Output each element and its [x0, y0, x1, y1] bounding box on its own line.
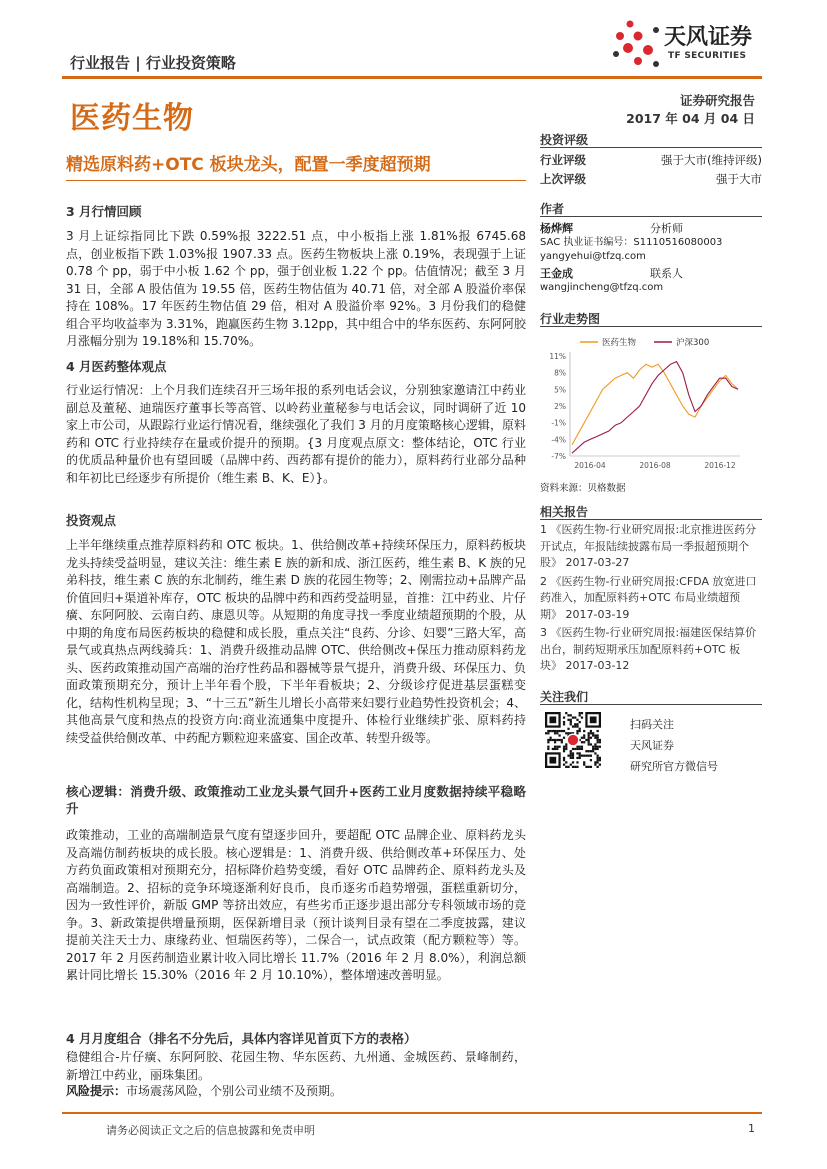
author1-name: 杨烨辉 [540, 222, 573, 235]
risk-body: 市场震荡风险，个别公司业绩不及预期。 [126, 1084, 343, 1098]
trend-heading: 行业走势图 [540, 312, 601, 326]
series-line-csi300 [572, 362, 738, 454]
author2-email[interactable]: wangjincheng@tfzq.com [540, 282, 664, 293]
rating-row-previous [540, 169, 762, 189]
follow-rule [540, 704, 762, 705]
follow-text-2: 天风证券 [630, 739, 674, 752]
rating-key-previous: 上次评级 [540, 172, 586, 186]
author-rule [540, 216, 762, 217]
section-heading-review: 3 月行情回顾 [66, 204, 142, 219]
related-report-title: 3 《医药生物-行业研究周报:福建医保结算价出台，制药短期承压加配原料药+OTC 板块》 [540, 626, 757, 672]
y-tick-label: -4% [551, 435, 566, 445]
section-heading-core-logic: 核心逻辑：消费升级、政策推动工业龙头景气回升+医药工业月度数据持续平稳略升 [66, 784, 526, 816]
related-list [540, 522, 762, 677]
page-title: 精选原料药+OTC 板块龙头，配置一季度超预期 [66, 155, 431, 175]
section-heading-portfolio: 4 月月度组合（排名不分先后，具体内容详见首页下方的表格） [66, 1031, 417, 1046]
y-tick-label: 2% [554, 402, 566, 411]
footer-disclaimer[interactable]: 请务必阅读正文之后的信息披露和免责申明 [106, 1124, 315, 1137]
y-tick-label: 5% [554, 385, 566, 395]
rating-rule [540, 147, 762, 148]
x-tick-label: 2016-04 [574, 461, 606, 470]
page-number: 1 [748, 1122, 755, 1135]
logo-dots [613, 21, 659, 68]
author1-row [540, 222, 762, 236]
qr-code-icon[interactable] [545, 712, 601, 768]
author2-row [540, 267, 762, 281]
trend-chart [540, 332, 762, 472]
author2-role: 联系人 [650, 267, 683, 280]
related-rule [540, 519, 762, 520]
follow-text-3: 研究所官方微信号 [630, 760, 718, 773]
related-report-date: 2017-03-12 [565, 659, 630, 672]
x-tick-label: 2016-08 [639, 461, 671, 470]
related-report-date: 2017-03-19 [565, 607, 630, 621]
related-report-item[interactable] [540, 625, 762, 675]
author1-cert: SAC 执业证书编号：S1110516080003 [540, 237, 723, 248]
follow-heading: 关注我们 [540, 690, 589, 704]
footer-rule [62, 1112, 762, 1114]
author2-name: 王金成 [540, 267, 573, 280]
related-report-date: 2017-03-27 [565, 556, 630, 569]
report-tag: 行业报告 | 行业投资策略 [70, 54, 236, 72]
rating-value-previous: 强于大市 [716, 172, 762, 186]
related-report-title: 2 《医药生物-行业研究周报:CFDA 放宽进口药准入，加配原料药+OTC 布局业绩超预期》 [540, 574, 757, 621]
section-heading-investment: 投资观点 [66, 513, 117, 528]
related-report-item[interactable] [540, 574, 762, 624]
report-type: 证券研究报告 [679, 93, 755, 108]
related-report-item[interactable] [540, 522, 762, 572]
y-tick-label: 11% [549, 352, 566, 361]
section-body-core-logic: 政策推动，工业的高端制造景气度有望逐步回升，要超配 OTC 品牌企业、原料药龙头及高端仿制药板块的成长股。核心逻辑是：1、消费升级、供给侧改革+环保压力、处方药负面政策相对预期充分，招标降价趋势变缓，看好 OTC 品牌药企、原料药龙头及高端制造。2、招标的竞争环境逐渐利好良币，良币逐劣币趋势增强，蛋糕重新切分，因为一致性评价，新版 GMP 等挤出效应，有些劣币正逐步退出部分专科领域市场的竞争。3、新政策提供增量预期，医保新增目录（预计谈判目录有望在二季度披露，建议提前关注天士力、康缘药业、恒瑞医药等），二保合一，试点政策（配方颗粒等）等。2017 年 2 月医药制造业累计收入同比增长 11.7%（2016 年 2 月 8.0%），利润总额累计同比增长 15.30%（2016 年 2 月 10.10%），整体增速改善明显。 [66, 828, 526, 982]
chart-source: 资料来源：贝格数据 [540, 483, 626, 494]
rating-key-current: 行业评级 [540, 153, 586, 167]
author1-role: 分析师 [650, 222, 683, 235]
follow-text-1: 扫码关注 [630, 718, 674, 731]
section-body-portfolio: 稳健组合-片仔癀、东阿阿胶、花园生物、华东医药、九州通、金城医药、景峰制药，新增江中药业，丽珠集团。 [66, 1050, 526, 1082]
risk-label: 风险提示： [66, 1084, 127, 1098]
header-rule [62, 76, 762, 79]
rating-heading: 投资评级 [540, 133, 589, 147]
related-report-title: 1 《医药生物-行业研究周报:北京推进医药分开试点，年报陆续披露布局一季报超预期个股》 [540, 523, 757, 569]
report-date: 2017 年 04 月 04 日 [626, 111, 755, 126]
legend-label: 医药生物 [602, 338, 637, 348]
logo-text-cn: 天风证券 [664, 25, 753, 50]
risk-note [66, 1083, 526, 1101]
title-rule [66, 180, 526, 181]
section-body-investment: 上半年继续重点推荐原料药和 OTC 板块。1、供给侧改革+持续环保压力，原料药板块龙头持续受益明显，建议关注：维生素 E 族的新和成、浙江医药，维生素 B、K 族的兄弟科技，维生素 C 族的东北制药，维生素 D 族的花园生物等；2、刚需拉动+品牌产品价值回归+渠道补库存，OTC 板块的品牌中药和西药受益明显，首推：江中药业、片仔癀、东阿阿胶、云南白药、康恩贝等。从短期的角度寻找一季度业绩超预期的个股，从中期的角度布局医药板块的稳健和成长股，重点关注“良药、分诊、妇婴”三路大军，高景气或真热点两线骑兵：1、消费升级推动品牌 OTC、供给侧改+保压力推动原料药龙头、医药政策推动国产高端的治疗性药品和器械等景气提升，消费升级、环保压力、负面政策预期充分，预计上半年看个股，下半年看板块；2、分级诊疗促进基层蛋糕变化，结构性机构呈现；3、“十三五”新生儿增长小高带来妇婴行业趋势性投资机会；4、其他高景气度和热点的投资方向:商业流通集中度提升、体检行业继续扩张、原料药持续受益供给侧改革、中药配方颗粒迎来盛宴、国企改革、转型升级等。 [66, 538, 526, 745]
author-heading: 作者 [540, 202, 565, 216]
legend-label: 沪深300 [676, 338, 710, 348]
y-tick-label: 8% [554, 368, 566, 378]
section-body-outlook: 行业运行情况：上个月我们连续召开三场年报的系列电话会议，分别独家邀请江中药业副总及董秘、迪瑞医疗董事长等高管、以岭药业董秘参与电话会议，同时调研了近 10 家上市公司，从跟踪行业运行情况看，继续强化了我们 3 月的月度策略核心逻辑，原料药和 OTC 行业持续存在量或价提升的预期。{3 月度观点原文：整体结论，OTC 行业的优质品种量价也有望回暖（品牌中药、西药都有提价的能力），原料药行业部分品种和年初比已经逐步有所提价（维生素 B、K、E）}。 [66, 383, 526, 485]
series-line-pharma [572, 364, 738, 445]
x-tick-label: 2016-12 [704, 461, 736, 470]
rating-value-current: 强于大市(维持评级) [661, 153, 762, 167]
rating-row-current [540, 150, 762, 170]
y-tick-label: -7% [551, 452, 566, 461]
y-tick-label: -1% [551, 418, 566, 428]
section-body-review: 3 月上证综指同比下跌 0.59%报 3222.51 点，中小板指上涨 1.81%报 6745.68 点，创业板指下跌 1.03%报 1907.33 点。医药生物板块上涨 0.19%，表现强于上证 0.78 个 pp，弱于中小板 1.62 个 pp，强于创业板 1.22 个 pp。估值情况；截至 3 月 31 日，全部 A 股估值为 19.55 倍，医药生物估值为 40.71 倍，对全部 A 股溢价率保持在 108%。17 年医药生物估值 29 倍，相对 A 股溢价率 92%。3 月份我们的稳健组合平均收益率为 3.31%，跑赢医药生物 3.12pp，其中组合中的华东医药、东阿阿胶月涨幅分别为 19.18%和 15.70%。 [66, 229, 526, 348]
logo-text-en: TF SECURITIES [668, 51, 747, 61]
section-heading-outlook: 4 月医药整体观点 [66, 359, 167, 374]
sector-title: 医药生物 [70, 101, 194, 136]
author1-email[interactable]: yangyehui@tfzq.com [540, 251, 646, 262]
trend-rule [540, 326, 762, 327]
related-heading: 相关报告 [540, 505, 589, 519]
